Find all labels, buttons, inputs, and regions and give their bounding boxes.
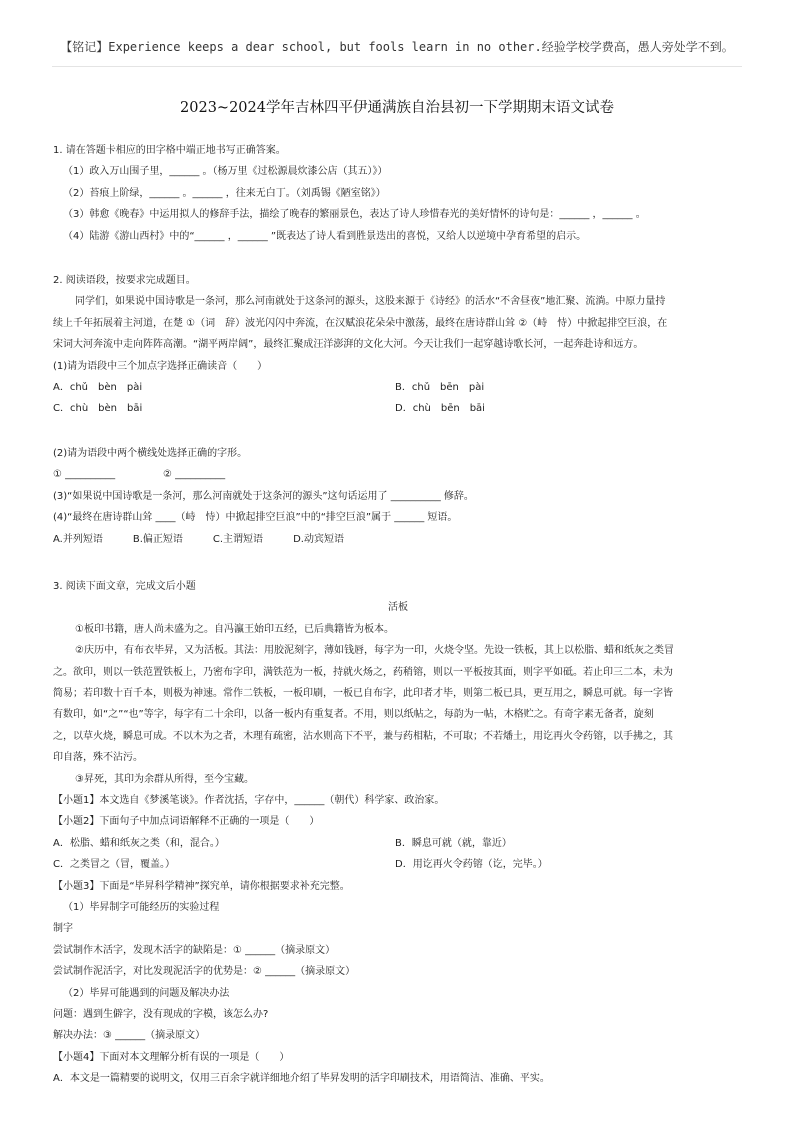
q2-sub2-blanks	[53, 464, 743, 485]
option-b: B．chǔ bēn pài	[395, 382, 485, 394]
q2-sub4: (4)“最终在唐诗群山耸 ____（峙 恃）中掀起排空巨浪”中的“排空巨浪”属于 ______ 短语。	[53, 512, 458, 524]
subquestion-3-line: 尝试制作泥活字，对比发现泥活字的优势是：② ______（摘录原文）	[53, 966, 356, 978]
subquestion-3-label: 制字	[53, 923, 73, 935]
article-line: 之，以草火烧，瞬息可成。不以木为之者，木理有疏密，沾水则高下不平，兼与药相粘，不可取；不若燔土，用讫再火令药镕，以手拂之，其	[53, 730, 673, 742]
option-b: B.偏正短语	[132, 533, 183, 545]
option-d: D.动宾短语	[293, 533, 344, 545]
motto-banner: 【铭记】Experience keeps a dear school, but fools learn in no other.经验学校学费高，愚人旁处学不到。	[60, 40, 734, 54]
subquestion-3-line: 问题：遇到生僻字，没有现成的字模，该怎么办?	[53, 1009, 269, 1021]
q2-sub1: (1)请为语段中三个加点字选择正确读音（ ）	[53, 360, 268, 372]
q1-item-3: （3）韩愈《晚春》中运用拟人的修辞手法，描绘了晚春的繁丽景色，表达了诗人珍惜春光的美好情怀的诗句是：______ ，______ 。	[63, 209, 646, 221]
option-c: C．chù bèn bāi	[53, 403, 143, 415]
q2-passage-line-3: 宋词大河奔流中走向阵阵高潮。“湖平两岸阔”，最终汇聚成汪洋澎湃的文化大河。今天让我们一起穿越诗歌长河，一起奔赴诗和远方。	[53, 339, 644, 351]
subquestion-4: 【小题4】下面对本文理解分析有误的一项是（ ）	[53, 1051, 290, 1063]
q1-stem: 1. 请在答题卡相应的田字格中端正地书写正确答案。	[53, 145, 286, 156]
blank-2: ② __________	[163, 469, 226, 481]
option-d: D．chù bēn bāi	[395, 403, 485, 415]
q2-sub2: (2)请为语段中两个横线处选择正确的字形。	[53, 447, 248, 459]
subquestion-3-line: 解决办法：③ ______（摘录原文）	[53, 1030, 206, 1042]
subquestion-3-part-2: （2）毕昇可能遇到的问题及解决办法	[63, 987, 230, 999]
option-a: A．松脂、蜡和纸灰之类（和，混合。）	[53, 837, 225, 849]
blank-1: ① __________	[53, 469, 116, 481]
page-title: 2023~2024学年吉林四平伊通满族自治县初一下学期期末语文试卷	[180, 100, 614, 116]
subquestion-2-options-row-1	[53, 833, 743, 854]
option-b: B．瞬息可就（就，靠近）	[395, 837, 512, 849]
article-paragraph-2: ②庆历中，有布衣毕昇，又为活板。其法：用胶泥刻字，薄如钱唇，每字为一印，火烧令坚。先设一铁板，其上以松脂、蜡和纸灰之类冒	[75, 645, 674, 657]
q2-passage-line-1: 同学们，如果说中国诗歌是一条河，那么河南就处于这条河的源头，这股来源于《诗经》的活水“不舍昼夜”地汇聚、流淌。中原力量持	[75, 296, 666, 308]
subquestion-4-option-a: A．本文是一篇精要的说明文，仅用三百余字就详细地介绍了毕昇发明的活字印刷技术，用语简洁、准确、平实。	[53, 1073, 550, 1085]
article-line: 简易；若印数十百千本，则极为神速。常作二铁板，一板印刷，一板已自布字，此印者才毕，则第二板已具，更互用之，瞬息可就。每一字皆	[53, 687, 673, 699]
option-c: C.主谓短语	[212, 533, 264, 545]
q1-item-4: （4）陆游《游山西村》中的“______ ，______ ”既表达了诗人看到胜景迭出的喜悦，又给人以逆境中孕育希望的启示。	[63, 230, 587, 242]
subquestion-1: 【小题1】本文选自《梦溪笔谈》。作者沈括，字存中，______（朝代）科学家、政治家。	[53, 794, 445, 806]
subquestion-2: 【小题2】下面句子中加点词语解释不正确的一项是（ ）	[53, 816, 320, 828]
q1-item-2: （2）苔痕上阶绿，______ 。______ ，往来无白丁。（刘禹锡《陋室铭》）	[63, 187, 386, 199]
q2-sub3: (3)“如果说中国诗歌是一条河，那么河南就处于这条河的源头”这句话运用了 __________ 修辞。	[53, 490, 474, 502]
option-a: A．chǔ bèn pài	[53, 382, 143, 394]
header-divider	[52, 66, 742, 67]
q2-sub1-options-row-2	[53, 398, 743, 419]
option-d: D．用讫再火令药镕（讫，完毕。）	[395, 859, 548, 871]
article-line: 印自落，殊不沾污。	[53, 752, 143, 764]
article-line: 有数印，如“之”“也”等字，每字有二十余印，以备一板内有重复者。不用，则以纸帖之，每韵为一帖，木格贮之。有奇字素无备者，旋刻	[53, 709, 654, 721]
article-paragraph-1: ①板印书籍，唐人尚未盛为之。自冯瀛王始印五经，已后典籍皆为板本。	[75, 623, 394, 635]
subquestion-2-options-row-2	[53, 854, 743, 875]
option-c: C．之类冒之（冒，覆盖。）	[53, 859, 175, 871]
subquestion-3-part-1: （1）毕昇制字可能经历的实验过程	[63, 902, 220, 913]
article-line: 之。欲印，则以一铁范置铁板上，乃密布字印，满铁范为一板，持就火炀之，药稍镕，则以一平板按其面，则字平如砥。若止印三二本，未为	[53, 666, 673, 678]
q2-passage-line-2: 续上千年拓展着主河道，在楚 ①（词 辞）波光闪闪中奔流，在汉赋浪花朵朵中激荡，最终在唐诗群山耸 ②（峙 恃）中掀起排空巨浪，在	[53, 317, 668, 329]
q1-item-1: （1）政入万山围子里，______ 。（杨万里《过松源晨炊漆公店（其五）》）	[63, 166, 388, 178]
article-title: 活板	[388, 602, 408, 614]
q2-sub4-options	[53, 529, 743, 550]
q2-stem: 2. 阅读语段，按要求完成题目。	[53, 275, 196, 287]
q2-sub1-options-row-1	[53, 377, 743, 398]
subquestion-3: 【小题3】下面是“毕昇科学精神”探究单，请你根据要求补充完整。	[53, 880, 350, 892]
option-a: A.并列短语	[53, 533, 103, 545]
exam-content	[53, 140, 743, 1090]
article-paragraph-3: ③昇死，其印为余群从所得，至今宝藏。	[75, 773, 254, 785]
subquestion-3-line: 尝试制作木活字，发现木活字的缺陷是：① ______（摘录原文）	[53, 944, 336, 956]
q3-stem: 3. 阅读下面文章，完成文后小题	[53, 580, 196, 592]
